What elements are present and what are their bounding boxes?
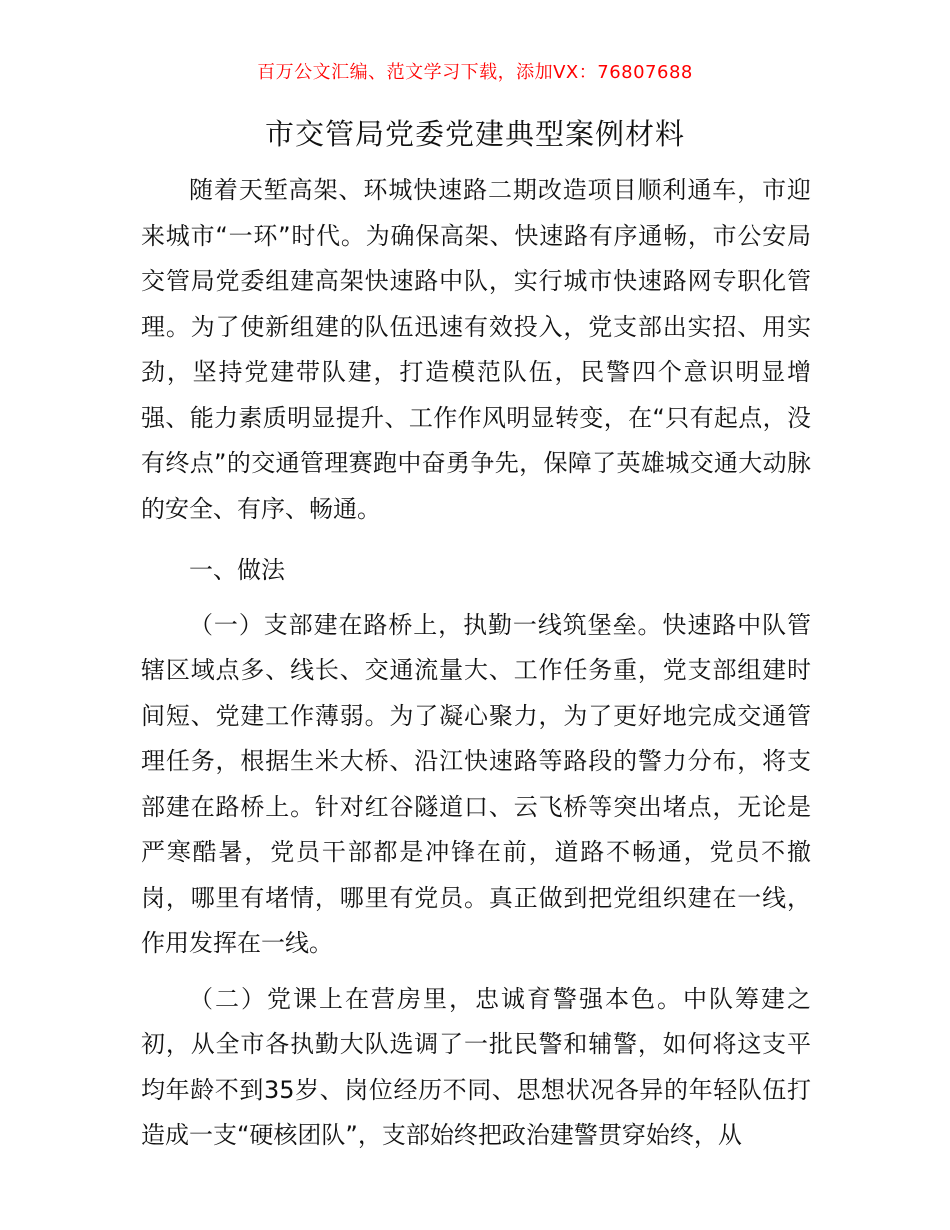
section-heading-practices: 一、做法	[189, 556, 285, 584]
paragraph-branch-on-bridges: （一）支部建在路桥上，执勤一线筑堡垒。快速路中队管辖区域点多、线长、交通流量大、工作任务重，党支部组建时间短、党建工作薄弱。为了凝心聚力，为了更好地完成交通管理任务，根据生米大桥、沿江快速路等路段的警力分布，将支部建在路桥上。针对红谷隧道口、云飞桥等突出堵点，无论是严寒酷暑，党员干部都是冲锋在前，道路不畅通，党员不撤岗，哪里有堵情，哪里有党员。真正做到把党组织建在一线，作用发挥在一线。	[141, 610, 811, 957]
document-body	[141, 168, 811, 1159]
intro-paragraph: 随着天堑高架、环城快速路二期改造项目顺利通车，市迎来城市“一环”时代。为确保高架、快速路有序通畅，市公安局交管局党委组建高架快速路中队，实行城市快速路网专职化管理。为了使新组建的队伍迅速有效投入，党支部出实招、用实劲，坚持党建带队建，打造模范队伍，民警四个意识明显增强、能力素质明显提升、工作作风明显转变，在“只有起点，没有终点”的交通管理赛跑中奋勇争先，保障了英雄城交通大动脉的安全、有序、畅通。	[141, 176, 811, 523]
header-download-note: 百万公文汇编、范文学习下载，添加VX：76807688	[257, 62, 693, 83]
paragraph-party-lessons: （二）党课上在营房里，忠诚育警强本色。中队筹建之初，从全市各执勤大队选调了一批民警和辅警，如何将这支平均年龄不到35岁、岗位经历不同、思想状况各异的年轻队伍打造成一支“硬核团队”，支部始终把政治建警贯穿始终，从	[141, 984, 811, 1149]
document-title: 市交管局党委党建典型案例材料	[264, 117, 685, 151]
